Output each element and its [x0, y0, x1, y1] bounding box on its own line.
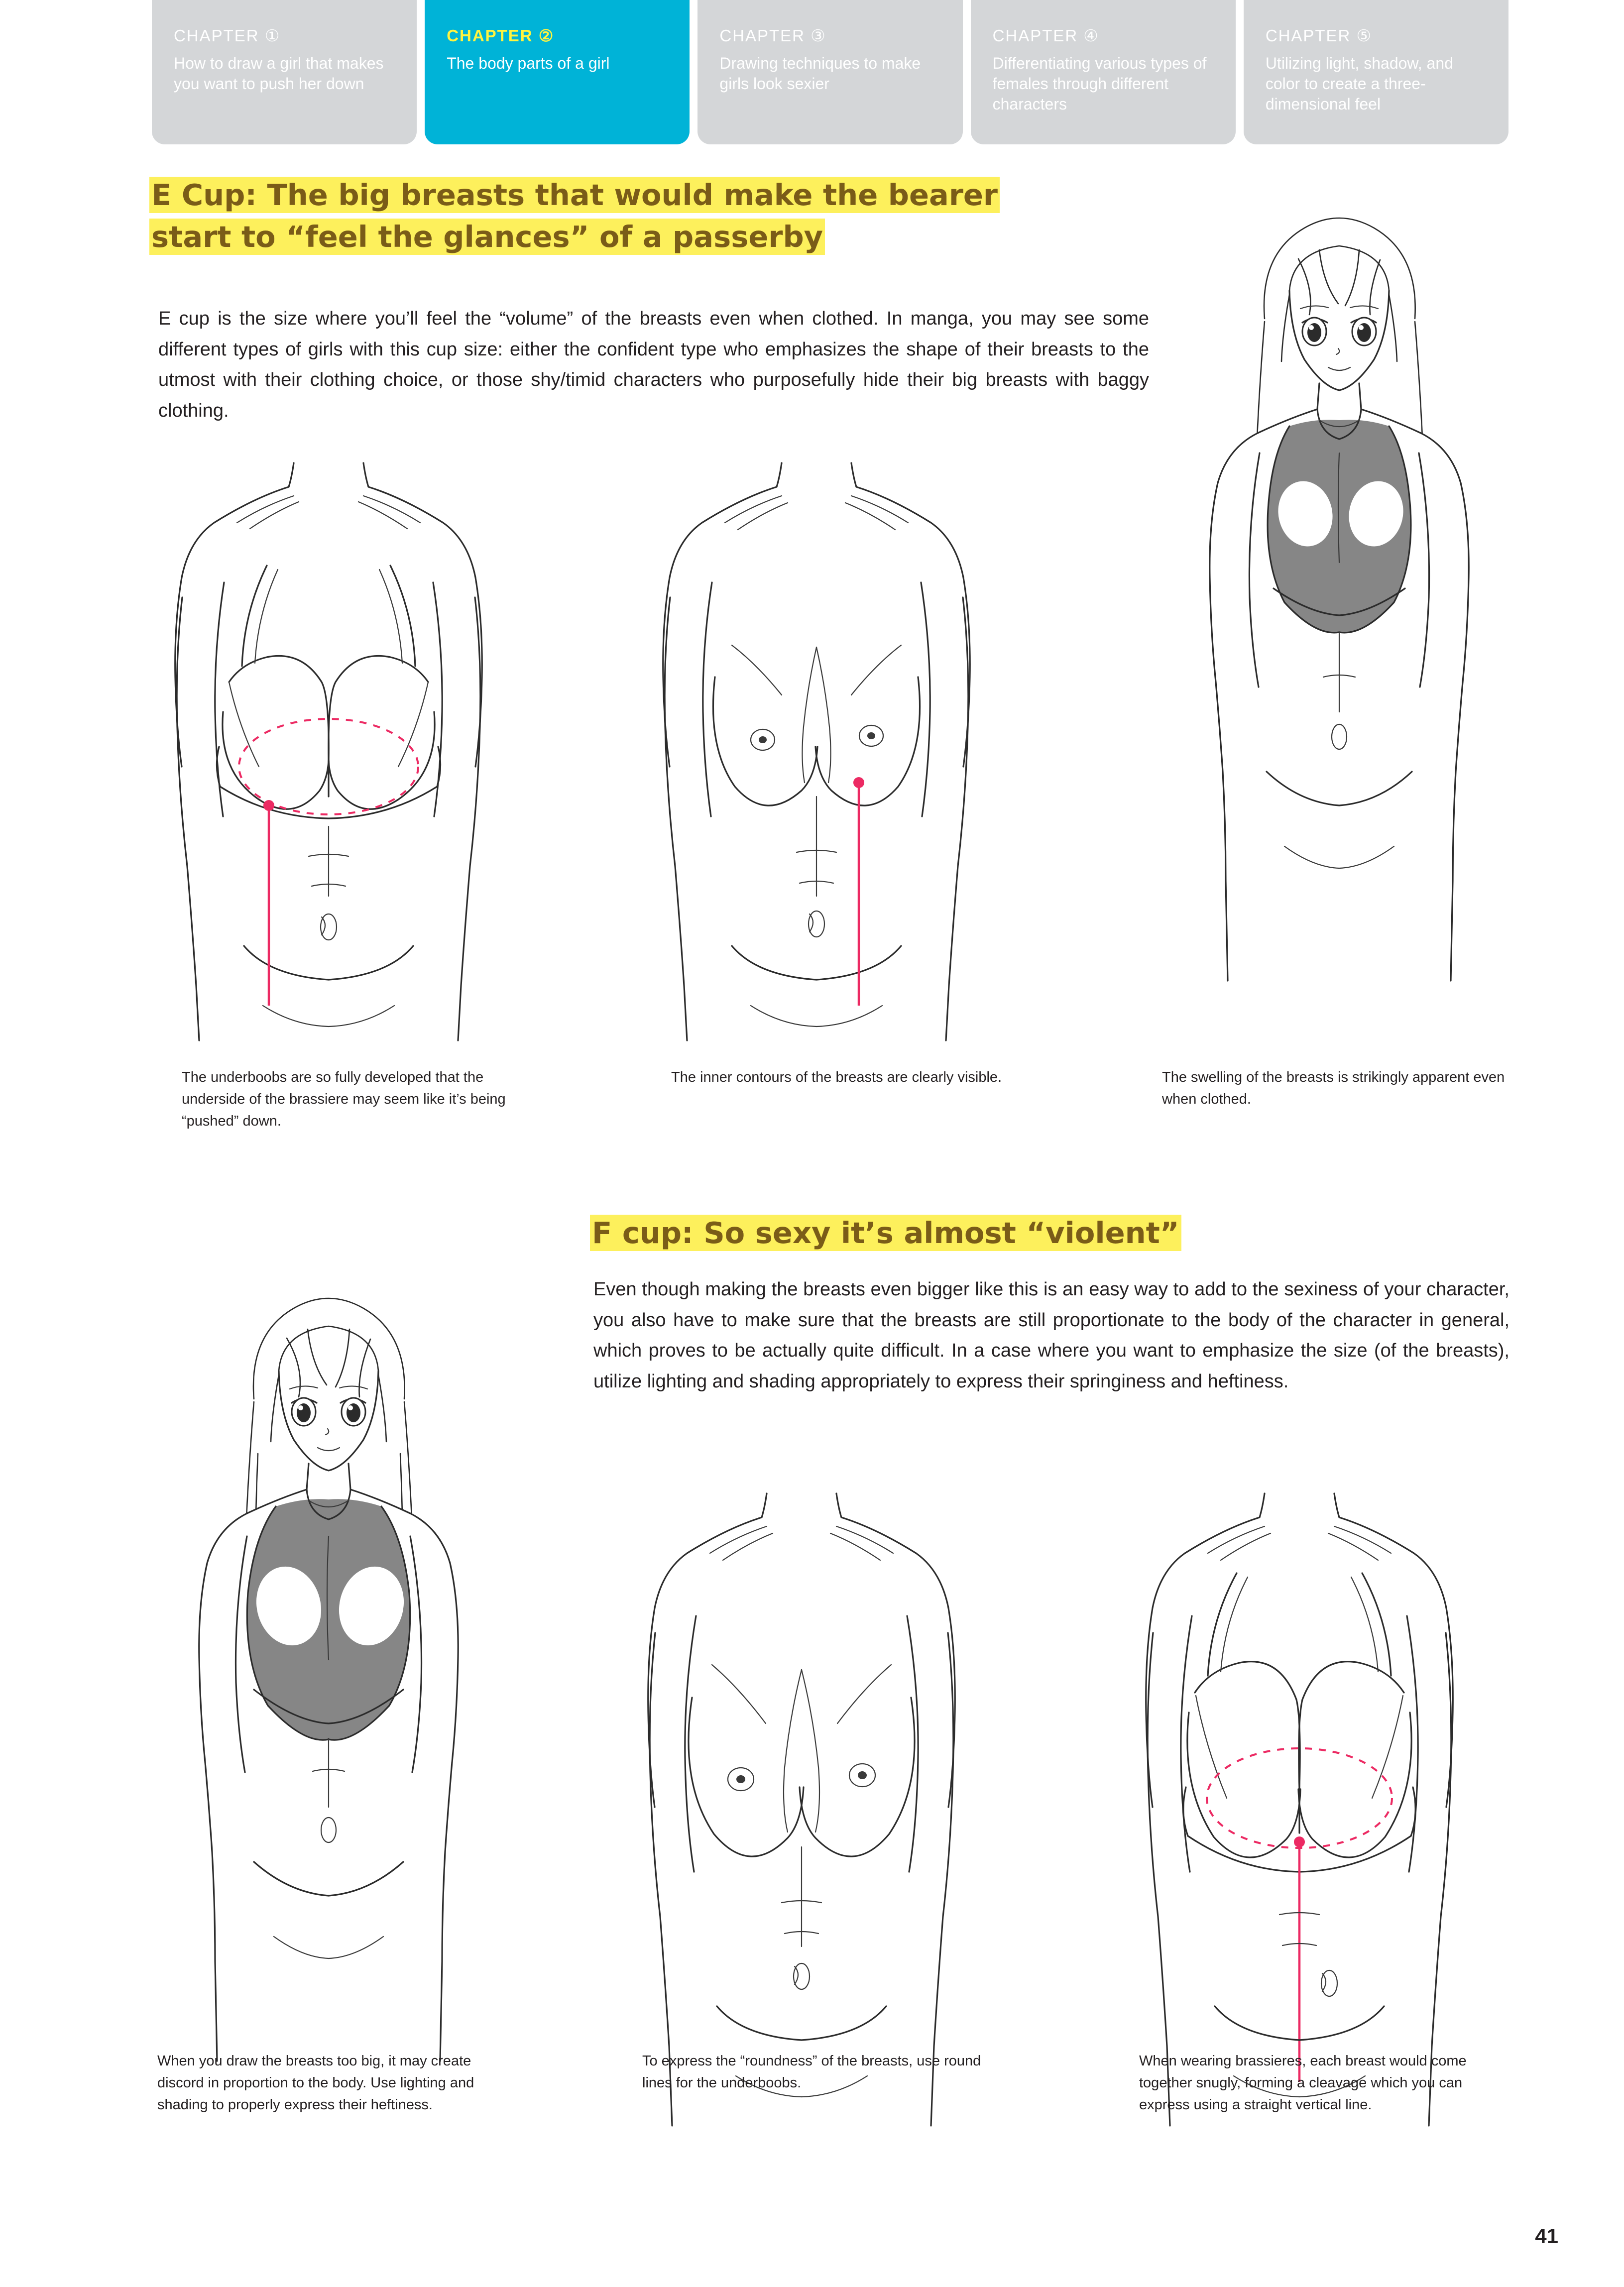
chapter-tab-2[interactable]	[425, 0, 690, 144]
chapter-tab-5-desc: Utilizing light, shadow, and color to create a three-dimensional feel	[1265, 54, 1453, 113]
chapter-tab-5[interactable]	[1244, 0, 1508, 144]
page-number: 41	[1535, 2224, 1558, 2248]
chapter-tab-1[interactable]	[152, 0, 417, 144]
section-f-heading-text: F cup: So sexy it’s almost “violent”	[590, 1215, 1181, 1251]
section-e-heading-line2: start to “feel the glances” of a passerby	[149, 219, 825, 255]
section-e-body: E cup is the size where you’ll feel the “volume” of the breasts even when clothed. In manga, you may see some different types of girls with this cup size: either the confident type who emphasizes the shape of their breasts to the utmost with their clothing choice, or those shy/timid characters who purposefully hide their big breasts with baggy clothing.	[158, 308, 1149, 421]
figure-f2-nude-torso	[617, 1479, 986, 2141]
chapter-tab-bar	[152, 0, 1508, 144]
figure-e2-nude-torso	[632, 448, 1001, 1055]
figure-f1-clothed-girl	[129, 1264, 528, 2141]
caption-f1: When you draw the breasts too big, it may create discord in proportion to the body. Use lighting and shading to properly express their heftiness.	[157, 2053, 474, 2113]
chapter-tab-4-desc: Differentiating various types of females through different characters	[992, 54, 1207, 113]
section-e-heading	[149, 174, 1070, 258]
chapter-tab-3-label: CHAPTER ③	[719, 26, 826, 45]
chapter-tab-2-desc: The body parts of a girl	[447, 54, 610, 72]
section-f-body: Even though making the breasts even bigger like this is an easy way to add to the sexiness of your character, you also have to make sure that the breasts are still proportionate to the body of the character in general, which proves to be actually quite difficult. In a case where you want to emphasize the size (of the breasts), utilize lighting and shading appropriately to express their springiness and heftiness.	[593, 1279, 1509, 1392]
caption-f3: When wearing brassieres, each breast would come together snugly, forming a cleavage which you can express using a straight vertical line.	[1139, 2053, 1467, 2113]
chapter-tab-2-label: CHAPTER ②	[447, 26, 555, 45]
section-e-heading-line1: E Cup: The big breasts that would make the bearer	[149, 177, 1000, 213]
chapter-tab-3[interactable]	[697, 0, 962, 144]
figure-f3-bra-torso	[1115, 1479, 1484, 2141]
chapter-tab-1-label: CHAPTER ①	[174, 26, 281, 45]
section-f-heading	[590, 1212, 1536, 1254]
chapter-tab-4[interactable]	[971, 0, 1236, 144]
caption-e1: The underboobs are so fully developed that the underside of the brassiere may seem like it’s being “pushed” down.	[182, 1069, 506, 1130]
chapter-tab-4-label: CHAPTER ④	[992, 26, 1099, 45]
chapter-tab-3-desc: Drawing techniques to make girls look sexier	[719, 54, 921, 93]
chapter-tab-1-desc: How to draw a girl that makes you want to push her down	[174, 54, 384, 93]
caption-e3: The swelling of the breasts is strikingly apparent even when clothed.	[1162, 1069, 1505, 1108]
caption-f2: To express the “roundness” of the breasts, use round lines for the underboobs.	[642, 2053, 981, 2091]
figure-e1-bra-torso	[144, 448, 513, 1055]
chapter-tab-5-label: CHAPTER ⑤	[1265, 26, 1373, 45]
caption-e2: The inner contours of the breasts are clearly visible.	[671, 1069, 1002, 1085]
figure-e3-clothed-girl	[1140, 184, 1538, 1060]
